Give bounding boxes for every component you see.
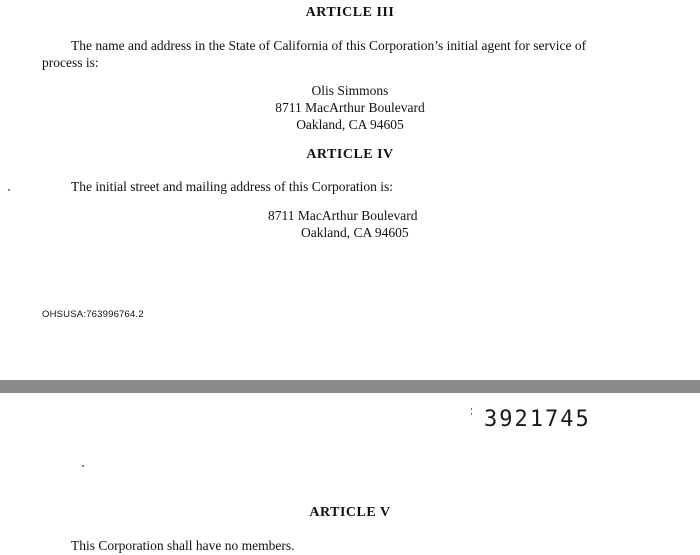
agent-street: 8711 MacArthur Boulevard <box>275 100 425 115</box>
agent-address-block <box>0 82 700 133</box>
scan-speck <box>471 408 472 410</box>
article-3-text-line-1: The name and address in the State of California of this Corporation’s initial agent for service of <box>71 38 587 53</box>
document-page-lower <box>0 393 700 555</box>
scan-speck <box>82 465 84 467</box>
article-3-heading: ARTICLE III <box>305 5 395 20</box>
agent-city: Oakland, CA 94605 <box>296 117 404 132</box>
filing-stamp-number: 3921745 <box>484 407 591 432</box>
scan-speck <box>8 189 10 191</box>
corporation-street: 8711 MacArthur Boulevard <box>268 208 418 223</box>
scan-speck <box>471 413 472 415</box>
article-3-text-line-2: process is: <box>42 55 99 70</box>
article-4-text: The initial street and mailing address of this Corporation is: <box>71 179 394 194</box>
article-4-heading: ARTICLE IV <box>306 147 394 162</box>
article-5-heading: ARTICLE V <box>309 505 391 520</box>
document-id: OHSUSA:763996764.2 <box>42 309 144 320</box>
page-divider <box>0 380 700 393</box>
corporation-city: Oakland, CA 94605 <box>301 225 409 240</box>
article-5-text: This Corporation shall have no members. <box>71 538 295 553</box>
agent-name: Olis Simmons <box>311 83 389 98</box>
